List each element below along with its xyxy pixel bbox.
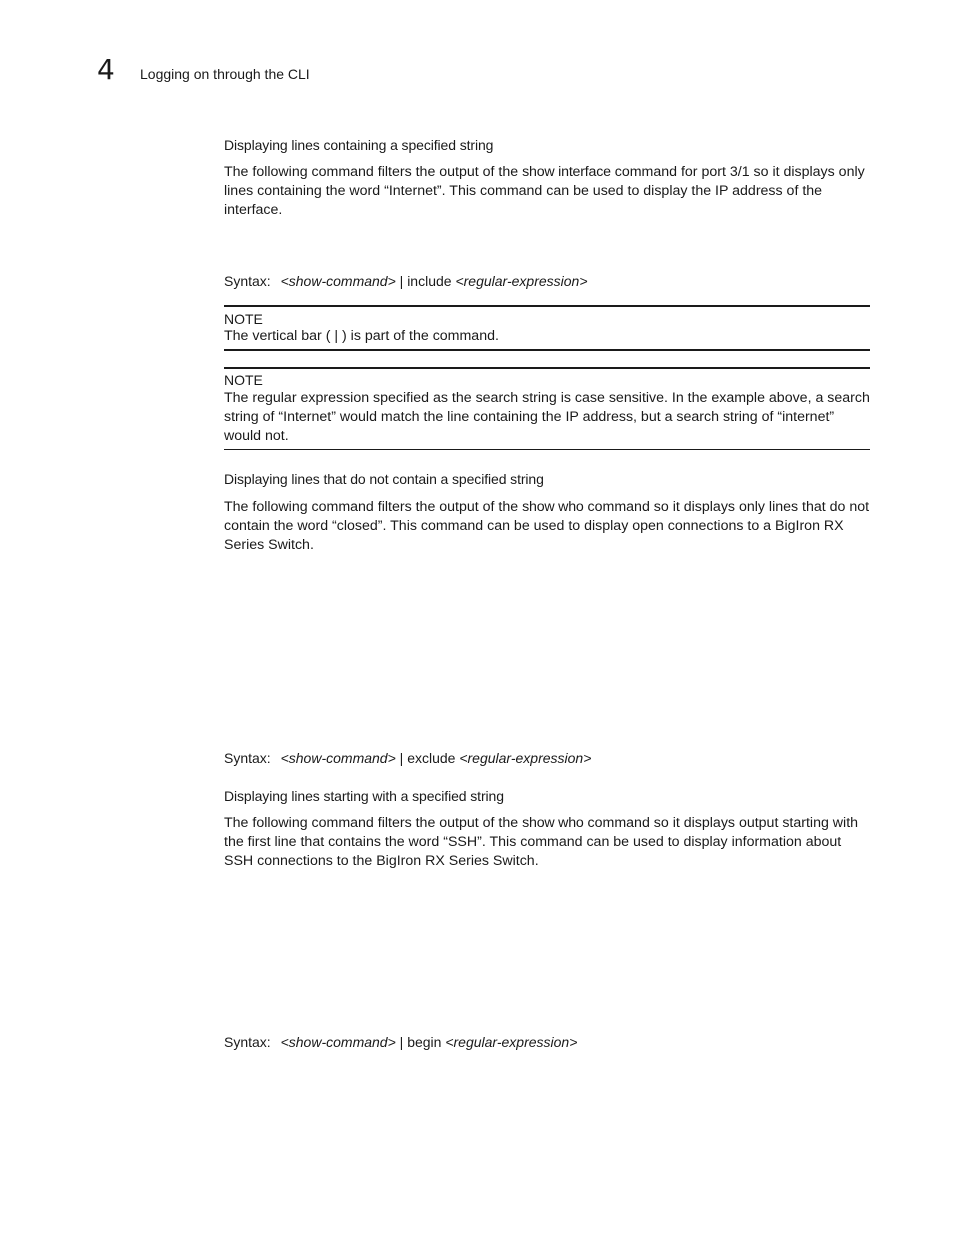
chapter-title: Logging on through the CLI: [140, 66, 310, 82]
note-label: NOTE: [224, 372, 263, 388]
syntax-line-begin: [224, 1033, 870, 1051]
note-text: The regular expression specified as the search string is case sensitive. In the example above, a search string of “Internet” would match the line containing the IP address, but a search string of “internet” would not.: [224, 390, 870, 444]
note-top-rule: [224, 305, 870, 307]
section-heading-begin: Displaying lines starting with a specified string: [224, 788, 504, 804]
command-name: show who: [522, 499, 584, 515]
section-paragraph-include: The following command filters the output of the show interface command for port 3/1 so it displays only lines containing the word “Internet”. This command can be used to display the IP address of the interface.: [224, 164, 865, 218]
note-text: The vertical bar ( | ) is part of the command.: [224, 328, 499, 344]
syntax-arg: <show-command>: [280, 1034, 396, 1050]
syntax-arg: <regular-expression>: [445, 1034, 578, 1050]
syntax-label: Syntax:: [224, 273, 271, 289]
syntax-line-include: [224, 272, 870, 290]
section-paragraph-exclude: The following command filters the output of the show who command so it displays only lines that do not contain the word “closed”. This command can be used to display open connections to a BigIron RX Series Switch.: [224, 499, 870, 553]
section-heading-exclude: Displaying lines that do not contain a specified string: [224, 471, 544, 487]
command-name: show who: [522, 815, 584, 831]
section-heading-include: Displaying lines containing a specified string: [224, 137, 494, 153]
syntax-keyword: exclude: [407, 750, 456, 766]
chapter-number: 4: [97, 53, 115, 86]
note-label: NOTE: [224, 311, 263, 327]
syntax-keyword: include: [407, 273, 452, 289]
syntax-arg: <regular-expression>: [459, 750, 592, 766]
syntax-label: Syntax:: [224, 750, 271, 766]
syntax-line-exclude: [224, 749, 870, 767]
syntax-keyword: begin: [407, 1034, 442, 1050]
syntax-pipe: |: [399, 750, 404, 766]
syntax-arg: <show-command>: [280, 273, 396, 289]
syntax-label: Syntax:: [224, 1034, 271, 1050]
note-top-rule: [224, 367, 870, 369]
syntax-pipe: |: [399, 273, 404, 289]
syntax-arg: <show-command>: [280, 750, 396, 766]
note-bottom-rule: [224, 449, 870, 450]
note-bottom-rule: [224, 349, 870, 351]
syntax-arg: <regular-expression>: [455, 273, 588, 289]
syntax-pipe: |: [399, 1034, 404, 1050]
section-paragraph-begin: The following command filters the output of the show who command so it displays output starting with the first line that contains the word “SSH”. This command can be used to display information about SSH connections to the BigIron RX Series Switch.: [224, 815, 859, 869]
command-name: show interface: [522, 164, 611, 180]
